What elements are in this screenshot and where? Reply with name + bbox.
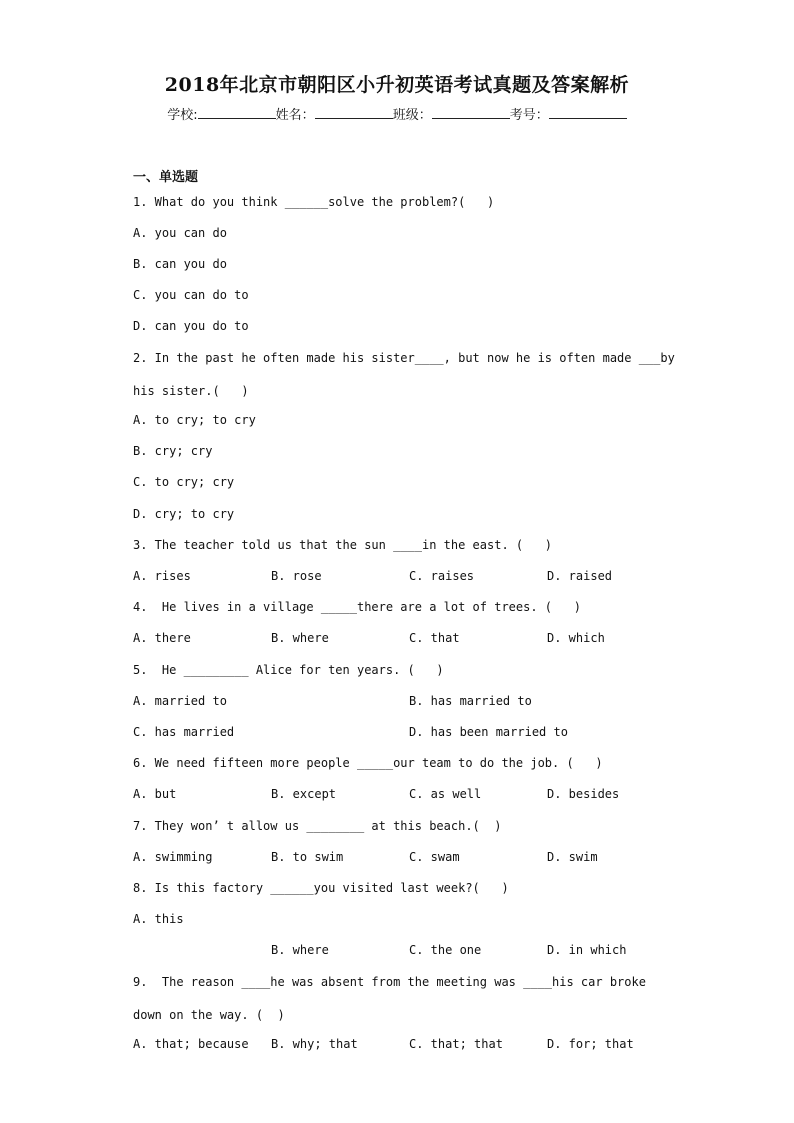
- question-2-stem: 2. In the past he often made his sister____, but now he is often made ___by: [133, 351, 675, 365]
- name-blank[interactable]: [315, 106, 393, 119]
- question-5-option-b: B. has married to: [409, 694, 532, 708]
- question-7-option-d: D. swim: [547, 850, 598, 864]
- question-6-stem: 6. We need fifteen more people _____our team to do the job. ( ): [133, 756, 603, 770]
- question-4-option-a: A. there: [133, 631, 191, 645]
- question-7-option-b: B. to swim: [271, 850, 344, 864]
- question-6-option-c: C. as well: [409, 787, 482, 801]
- question-9-option-d: D. for; that: [547, 1037, 634, 1051]
- question-4-option-c: C. that: [409, 631, 460, 645]
- question-4-stem: 4. He lives in a village _____there are a lot of trees. ( ): [133, 600, 581, 614]
- class-label: 班级：: [392, 108, 432, 123]
- question-2-option-b: B. cry; cry: [133, 444, 213, 458]
- question-8-option-c: C. the one: [409, 943, 482, 957]
- question-3-option-d: D. raised: [547, 569, 613, 583]
- question-5-option-c: C. has married: [133, 725, 235, 739]
- question-1-option-c: C. you can do to: [133, 288, 249, 302]
- question-9-option-a: A. that; because: [133, 1037, 249, 1051]
- name-label: 姓名：: [275, 108, 315, 123]
- section-title: 一、单选题: [133, 170, 199, 185]
- question-7-option-c: C. swam: [409, 850, 460, 864]
- question-3-option-c: C. raises: [409, 569, 475, 583]
- question-7-option-a: A. swimming: [133, 850, 213, 864]
- question-9-option-c: C. that; that: [409, 1037, 503, 1051]
- question-3-stem: 3. The teacher told us that the sun ____in the east. ( ): [133, 538, 553, 552]
- question-6-option-b: B. except: [271, 787, 337, 801]
- question-7-stem: 7. They won’ t allow us ________ at this beach.( ): [133, 819, 502, 833]
- question-6-option-d: D. besides: [547, 787, 620, 801]
- question-1-option-a: A. you can do: [133, 226, 227, 240]
- question-4-option-b: B. where: [271, 631, 329, 645]
- question-4-option-d: D. which: [547, 631, 605, 645]
- page-title: 2018年北京市朝阳区小升初英语考试真题及答案解析: [164, 74, 630, 96]
- student-info-line: [0, 104, 794, 123]
- question-1-option-d: D. can you do to: [133, 319, 249, 333]
- question-5-option-a: A. married to: [133, 694, 227, 708]
- question-2-stem-continued: his sister.( ): [133, 384, 249, 398]
- question-5-option-d: D. has been married to: [409, 725, 568, 739]
- question-9-stem-continued: down on the way. ( ): [133, 1008, 285, 1022]
- question-3-option-b: B. rose: [271, 569, 322, 583]
- question-8-stem: 8. Is this factory ______you visited last week?( ): [133, 881, 509, 895]
- question-9-stem: 9. The reason ____he was absent from the meeting was ____his car broke: [133, 975, 646, 989]
- question-9-option-b: B. why; that: [271, 1037, 358, 1051]
- question-1-option-b: B. can you do: [133, 257, 227, 271]
- school-blank[interactable]: [198, 106, 276, 119]
- question-2-option-d: D. cry; to cry: [133, 507, 235, 521]
- question-6-option-a: A. but: [133, 787, 177, 801]
- question-2-option-c: C. to cry; cry: [133, 475, 235, 489]
- school-label: 学校:: [167, 108, 198, 123]
- question-3-option-a: A. rises: [133, 569, 191, 583]
- question-2-option-a: A. to cry; to cry: [133, 413, 256, 427]
- question-5-stem: 5. He _________ Alice for ten years. ( ): [133, 663, 444, 677]
- class-blank[interactable]: [432, 106, 510, 119]
- question-8-option-d: D. in which: [547, 943, 627, 957]
- question-8-option-a: A. this: [133, 912, 184, 926]
- question-1-stem: 1. What do you think ______solve the problem?( ): [133, 195, 495, 209]
- question-8-option-b: B. where: [271, 943, 329, 957]
- exam-number-label: 考号：: [509, 108, 549, 123]
- exam-number-blank[interactable]: [549, 106, 627, 119]
